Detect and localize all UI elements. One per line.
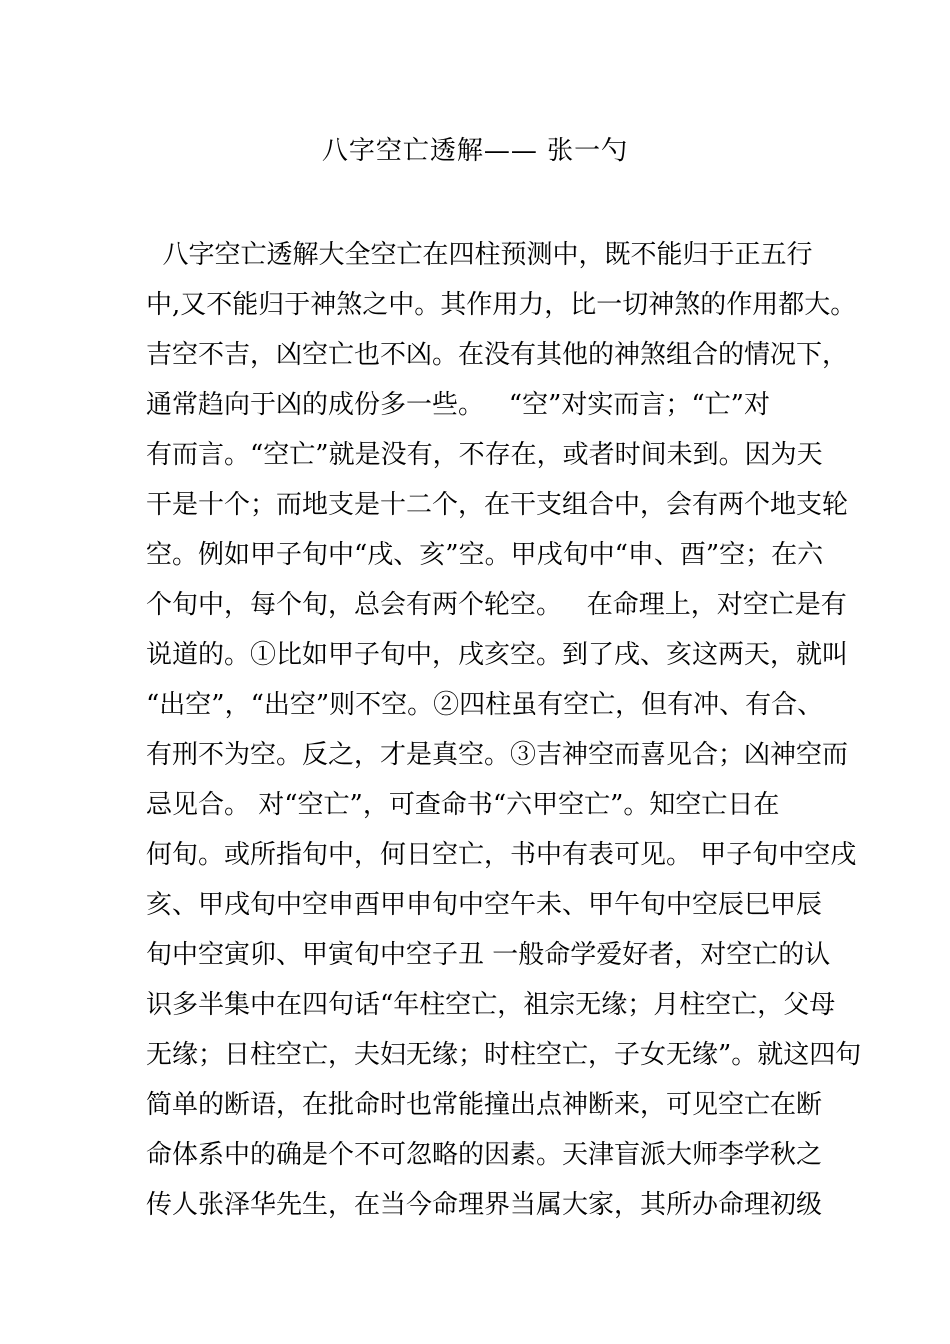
text-line: 简单的断语，在批命时也常能撞出点神断来，可见空亡在断 [146,1090,823,1120]
text-line: 通常趋向于凶的成份多一些。 “空”对实而言；“亡”对 [146,390,770,420]
document-title: 八字空亡透解—— 张一勺 [321,136,629,166]
text-line: “出空”，“出空”则不空。②四柱虽有空亡，但有冲、有合、 [146,690,824,720]
text-line: 无缘；日柱空亡，夫妇无缘；时柱空亡，子女无缘”。就这四句 [146,1040,862,1070]
text-line: 何旬。或所指旬中，何日空亡，书中有表可见。 甲子旬中空戌 [146,840,857,870]
text-line: 说道的。①比如甲子旬中，戌亥空。到了戌、亥这两天，就叫 [146,640,849,670]
text-line: 八字空亡透解大全空亡在四柱预测中，既不能归于正五行 [146,240,813,270]
text-line: 旬中空寅卯、甲寅旬中空子丑 一般命学爱好者，对空亡的认 [146,940,831,970]
text-line: 个旬中，每个旬，总会有两个轮空。 在命理上，对空亡是有 [146,590,847,620]
text-line: 有而言。“空亡”就是没有，不存在，或者时间未到。因为天 [146,440,823,470]
text-line: 忌见合。 对“空亡”，可查命书“六甲空亡”。知空亡日在 [146,790,780,820]
text-line: 空。例如甲子旬中“戌、亥”空。甲戌旬中“申、酉”空；在六 [146,540,824,570]
text-line: 干是十个；而地支是十二个，在干支组合中，会有两个地支轮 [146,490,849,520]
document-body [146,230,862,1230]
text-line: 吉空不吉，凶空亡也不凶。在没有其他的神煞组合的情况下， [146,340,849,370]
text-line: 亥、甲戌旬中空申酉甲申旬中空午未、甲午旬中空辰巳甲辰 [146,890,823,920]
text-line: 识多半集中在四句话“年柱空亡，祖宗无缘；月柱空亡，父母 [146,990,836,1020]
text-line: 中,又不能归于神煞之中。其作用力，比一切神煞的作用都大。 [146,290,857,320]
text-line: 传人张泽华先生，在当今命理界当属大家，其所办命理初级 [146,1190,823,1220]
text-line: 命体系中的确是个不可忽略的因素。天津盲派大师李学秋之 [146,1140,823,1170]
text-line: 有刑不为空。反之，才是真空。③吉神空而喜见合；凶神空而 [146,740,849,770]
